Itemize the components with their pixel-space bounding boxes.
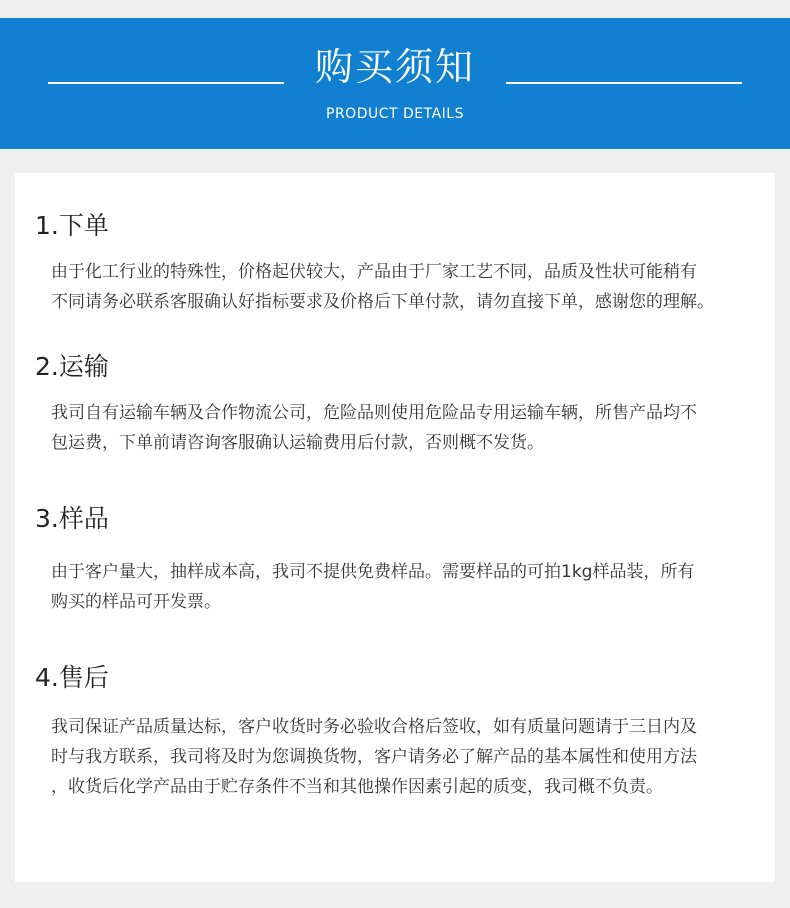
header-divider-right [506,82,742,84]
section-body-aftersales [51,712,757,802]
section-line: ，收货后化学产品由于贮存条件不当和其他操作因素引起的质变，我司概不负责。 [51,777,663,797]
section-line: 我司自有运输车辆及合作物流公司，危险品则使用危险品专用运输车辆，所售产品均不 [51,403,697,423]
section-line: 购买的样品可开发票。 [51,592,221,612]
section-title-samples: 3.样品 [35,504,109,533]
section-title-aftersales: 4.售后 [35,663,109,692]
section-body-samples [51,557,757,617]
section-line: 由于化工行业的特殊性，价格起伏较大，产品由于厂家工艺不同，品质及性状可能稍有 [51,262,697,282]
section-line: 我司保证产品质量达标，客户收货时务必验收合格后签收，如有质量问题请于三日内及 [51,717,697,737]
section-line: 不同请务必联系客服确认好指标要求及价格后下单付款，请勿直接下单，感谢您的理解。 [51,292,714,312]
header-banner [0,18,790,149]
section-body-order [51,257,757,317]
section-line: 包运费，下单前请咨询客服确认运输费用后付款，否则概不发货。 [51,433,544,453]
section-line: 由于客户量大，抽样成本高，我司不提供免费样品。需要样品的可拍1kg样品装，所有 [51,562,695,582]
section-line: 时与我方联系，我司将及时为您调换货物，客户请务必了解产品的基本属性和使用方法 [51,747,697,767]
section-title-shipping: 2.运输 [35,352,109,381]
content-card [15,173,775,882]
page-title: 购买须知 [314,45,475,89]
section-title-order: 1.下单 [35,211,109,240]
section-body-shipping [51,398,757,458]
page-subtitle: PRODUCT DETAILS [326,106,464,122]
